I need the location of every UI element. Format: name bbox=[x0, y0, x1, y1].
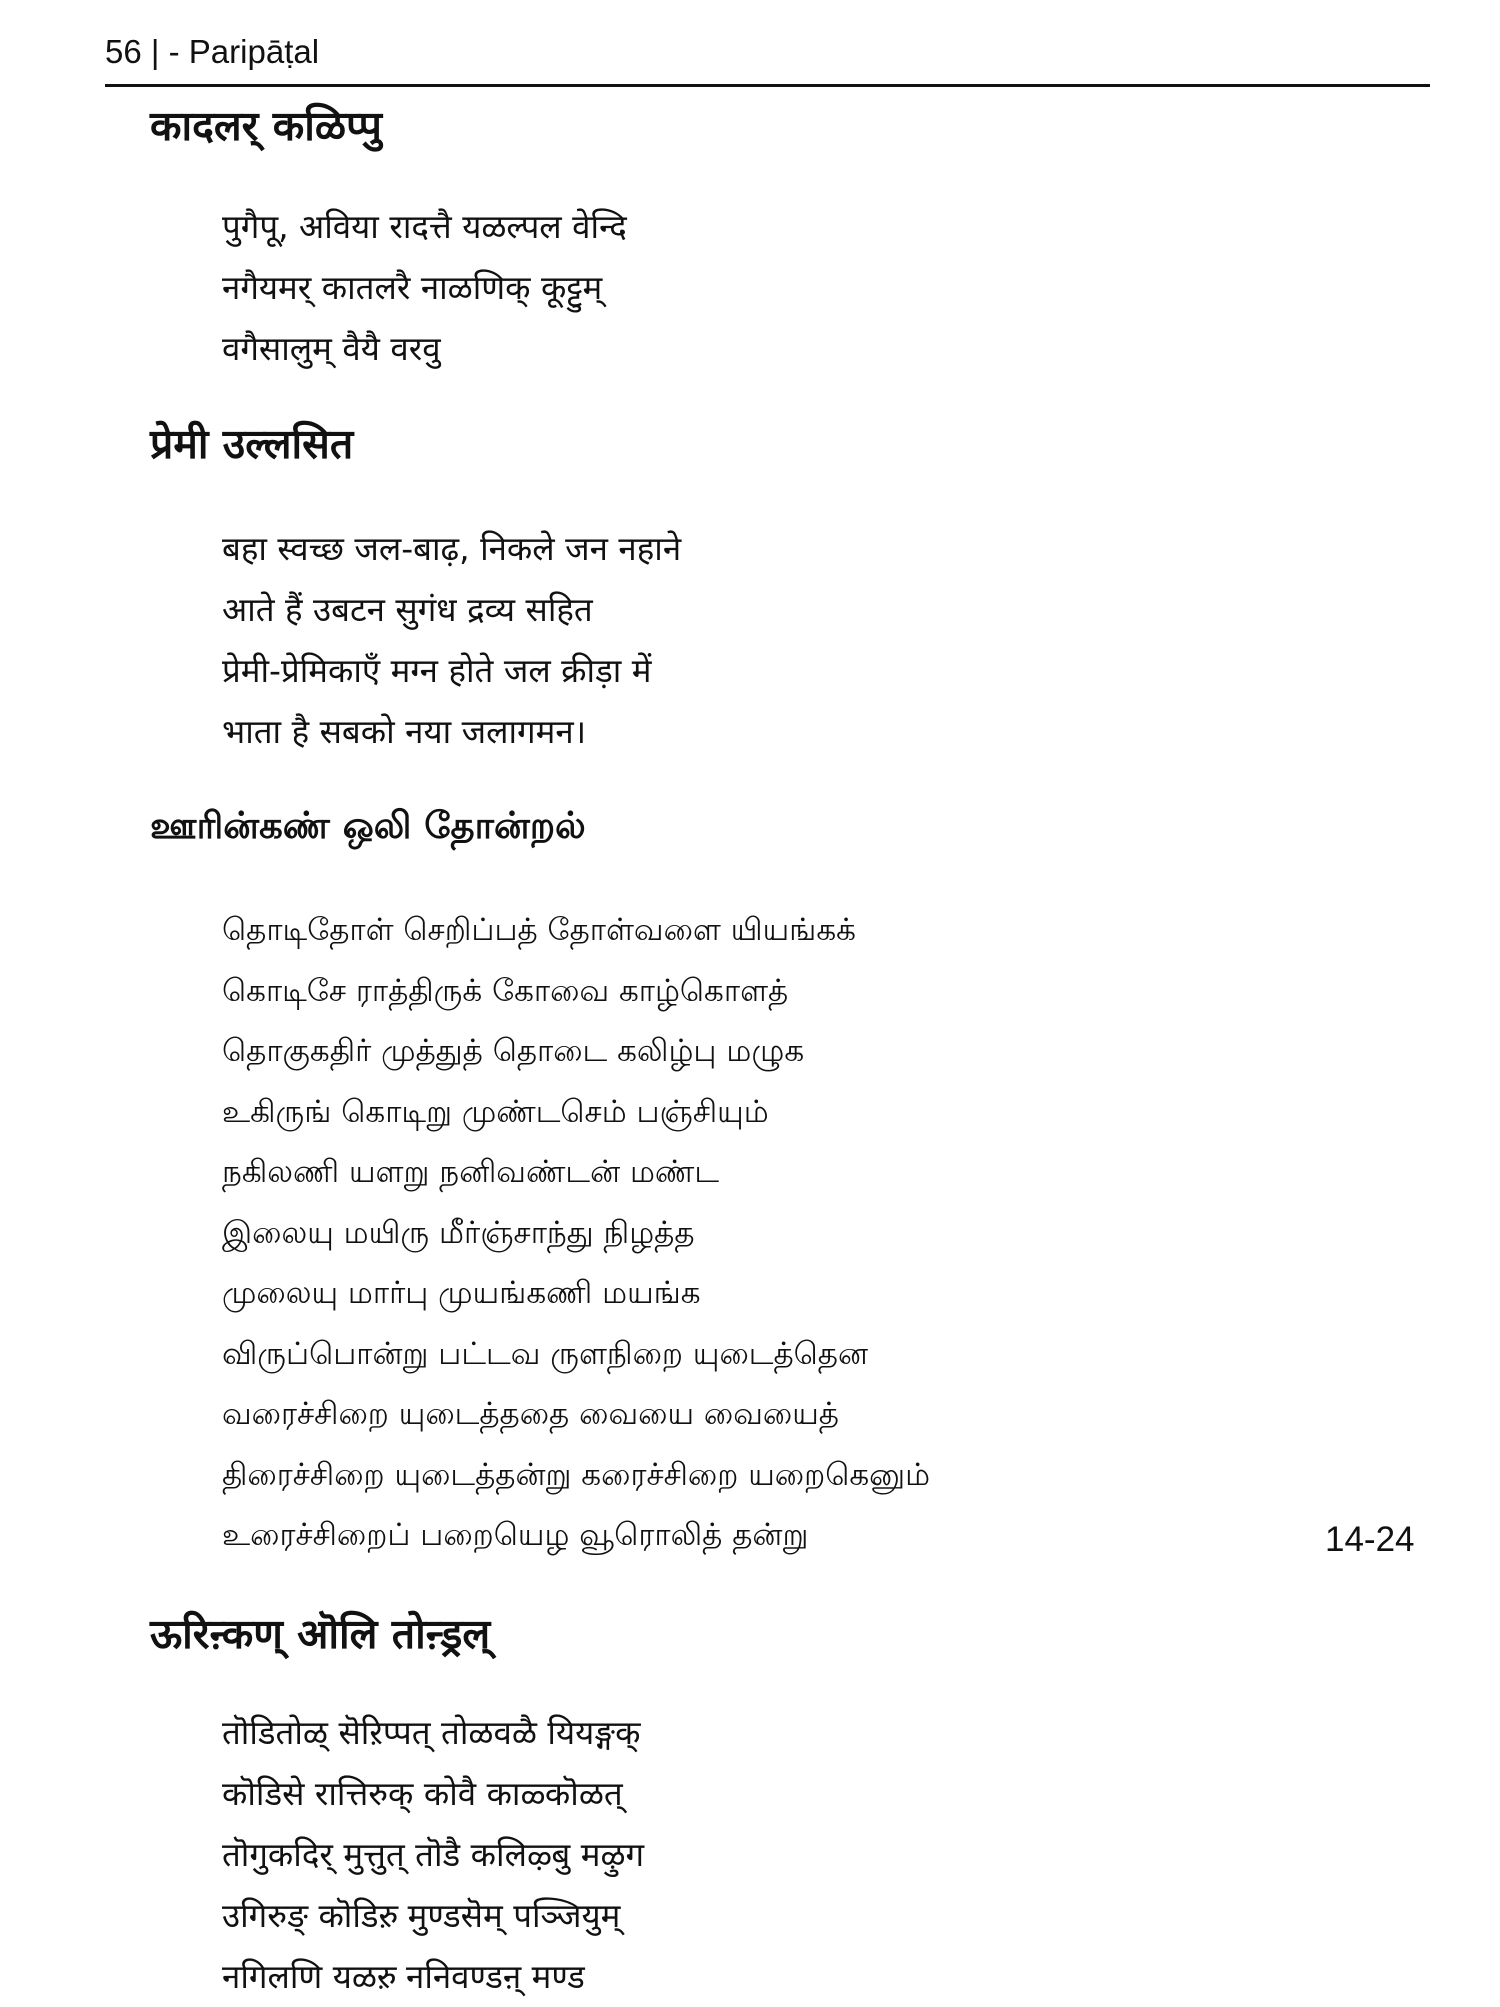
verse-line: விருப்பொன்று பட்டவ ருளநிறை யுடைத்தென bbox=[222, 1335, 869, 1372]
verse-line: कॊडिसे रात्तिरुक् कोवै काळ्कॊळत् bbox=[222, 1774, 623, 1813]
book-title: - Paripāṭal bbox=[168, 33, 320, 70]
verse-line: नगैयमर् कातलरै नाळणिक् कूट्टुम् bbox=[222, 268, 603, 307]
verse-line: தொகுகதிர் முத்துத் தொடை கலிழ்பு மழுக bbox=[222, 1033, 805, 1069]
verse-line: நகிலணி யளறு நனிவண்டன் மண்ட bbox=[222, 1154, 720, 1190]
verse-range: 14-24 bbox=[1325, 1520, 1415, 1559]
page-number: 56 bbox=[105, 33, 142, 70]
section-heading-1: कादलर् कळिप्पु bbox=[150, 102, 382, 150]
verse-line: आते हैं उबटन सुगंध द्रव्य सहित bbox=[222, 590, 593, 629]
verse-line: तॊगुकदिर् मुत्तुत् तॊडै कलिऴ्बु मऴुग bbox=[222, 1835, 645, 1874]
stanza-2 bbox=[222, 518, 681, 762]
verse-line: उगिरुङ् कॊडिऱु मुण्डसॆम् पञ्जियुम् bbox=[222, 1896, 621, 1935]
running-header bbox=[105, 30, 319, 74]
verse-line: திரைச்சிறை யுடைத்தன்று கரைச்சிறை யறைகெனும் bbox=[222, 1456, 931, 1493]
verse-line: तॊडितोळ् सॆऱिप्पत् तोळवळै यियङ्गक् bbox=[222, 1713, 641, 1752]
verse-line: भाता है सबको नया जलागमन। bbox=[222, 712, 587, 751]
verse-line: बहा स्वच्छ जल-बाढ़, निकले जन नहाने bbox=[222, 529, 682, 568]
section-heading-4: ऊरिऩ्कण् ऒलि तोऩ्ड्रल् bbox=[150, 1610, 491, 1658]
stanza-4 bbox=[222, 1702, 644, 2007]
stanza-1 bbox=[222, 196, 627, 379]
verse-line: உரைச்சிறைப் பறையெழ வூரொலித் தன்று bbox=[222, 1517, 809, 1553]
stanza-3 bbox=[222, 900, 930, 1566]
verse-line: வரைச்சிறை யுடைத்ததை வையை வையைத் bbox=[222, 1396, 839, 1432]
header-rule bbox=[105, 84, 1430, 87]
verse-line: முலையு மார்பு முயங்கணி மயங்க bbox=[222, 1275, 701, 1311]
verse-line: தொடிதோள் செறிப்பத் தோள்வளை யியங்கக் bbox=[222, 912, 856, 948]
verse-line: प्रेमी-प्रेमिकाएँ मग्न होते जल क्रीड़ा में bbox=[222, 651, 652, 690]
section-heading-3: ஊரின்கண் ஒலி தோன்றல் bbox=[150, 804, 586, 847]
verse-line: नगिलणि यळऱु ननिवण्डऩ् मण्ड bbox=[222, 1957, 585, 1996]
section-heading-2: प्रेमी उल्लसित bbox=[150, 420, 354, 468]
verse-line: இலையு மயிரு மீர்ஞ்சாந்து நிழத்த bbox=[222, 1214, 695, 1251]
verse-line: கொடிசே ராத்திருக் கோவை காழ்கொளத் bbox=[222, 972, 789, 1009]
verse-line: पुगैपू, अविया रादत्तै यळल्पल वेन्दि bbox=[222, 207, 627, 246]
verse-line: உகிருங் கொடிறு முண்டசெம் பஞ்சியும் bbox=[222, 1093, 769, 1130]
header-separator: | bbox=[150, 33, 160, 70]
verse-line: वगैसालुम् वैयै वरवु bbox=[222, 329, 441, 368]
